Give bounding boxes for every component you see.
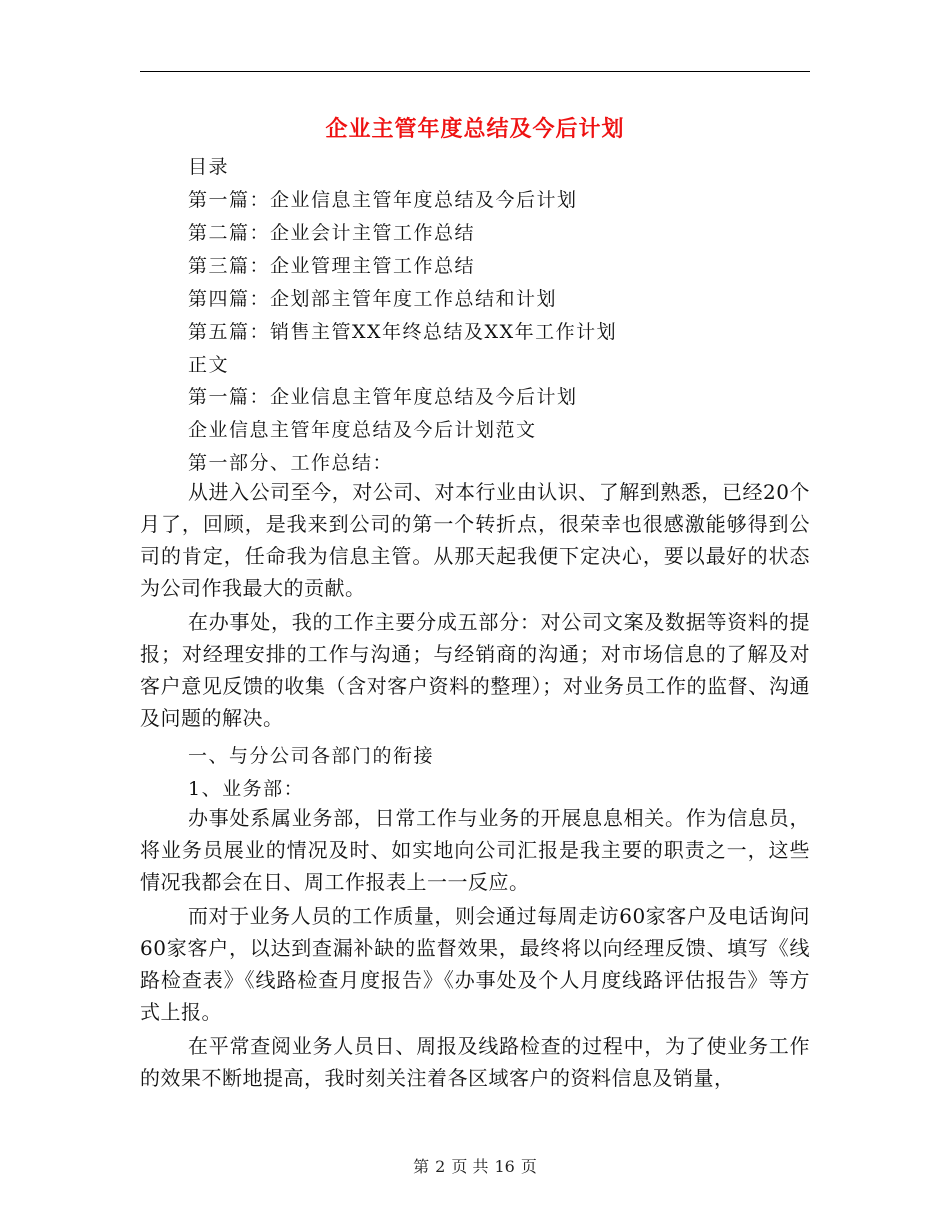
chapter-heading: 第一篇：企业信息主管年度总结及今后计划 <box>188 386 578 408</box>
subsection-heading-1: 1、业务部： <box>188 778 305 800</box>
paragraph-1: 从进入公司至今，对公司、对本行业由认识、了解到熟悉，已经20个月了，回顾，是我来到公司的第一个转折点，很荣幸也很感激能够得到公司的肯定，任命我为信息主管。从那天起我便下定决心，要以最好的状态为公司作我最大的贡献。 <box>140 480 810 600</box>
paragraph-4: 而对于业务人员的工作质量，则会通过每周走访60家客户及电话询问60家客户，以达到查漏补缺的监督效果，最终将以向经理反馈、填写《线路检查表》《线路检查月度报告》《办事处及个人月度线路评估报告》等方式上报。 <box>140 904 810 1024</box>
toc-item-4: 第四篇：企划部主管年度工作总结和计划 <box>188 288 558 310</box>
paragraph-2: 在办事处，我的工作主要分成五部分：对公司文案及数据等资料的提报；对经理安排的工作与沟通；与经销商的沟通；对市场信息的了解及对客户意见反馈的收集（含对客户资料的整理）；对业务员工作的监督、沟通及问题的解决。 <box>140 610 810 730</box>
toc-item-3: 第三篇：企业管理主管工作总结 <box>188 255 476 277</box>
chapter-subtitle: 企业信息主管年度总结及今后计划范文 <box>188 419 537 441</box>
document-title: 企业主管年度总结及今后计划 <box>325 117 625 142</box>
footer-prefix: 第 <box>413 1157 430 1176</box>
toc-item-5: 第五篇：销售主管XX年终总结及XX年工作计划 <box>188 321 618 343</box>
toc-heading: 目录 <box>188 156 230 178</box>
footer-suffix: 页 <box>520 1157 537 1176</box>
header-rule <box>140 71 810 72</box>
page-footer <box>0 1154 950 1177</box>
page-total: 16 <box>494 1157 515 1176</box>
page-number: 2 <box>435 1157 446 1176</box>
toc-item-2: 第二篇：企业会计主管工作总结 <box>188 222 476 244</box>
footer-middle: 页 共 <box>451 1157 489 1176</box>
paragraph-3: 办事处系属业务部，日常工作与业务的开展息息相关。作为信息员，将业务员展业的情况及时、如实地向公司汇报是我主要的职责之一，这些情况我都会在日、周工作报表上一一反应。 <box>140 806 810 894</box>
paragraph-5: 在平常查阅业务人员日、周报及线路检查的过程中，为了使业务工作的效果不断地提高，我时刻关注着各区域客户的资料信息及销量， <box>140 1034 810 1090</box>
part-heading: 第一部分、工作总结： <box>188 452 394 474</box>
section-heading-1: 一、与分公司各部门的衔接 <box>188 745 435 767</box>
toc-item-1: 第一篇：企业信息主管年度总结及今后计划 <box>188 189 578 211</box>
body-heading: 正文 <box>188 354 230 376</box>
